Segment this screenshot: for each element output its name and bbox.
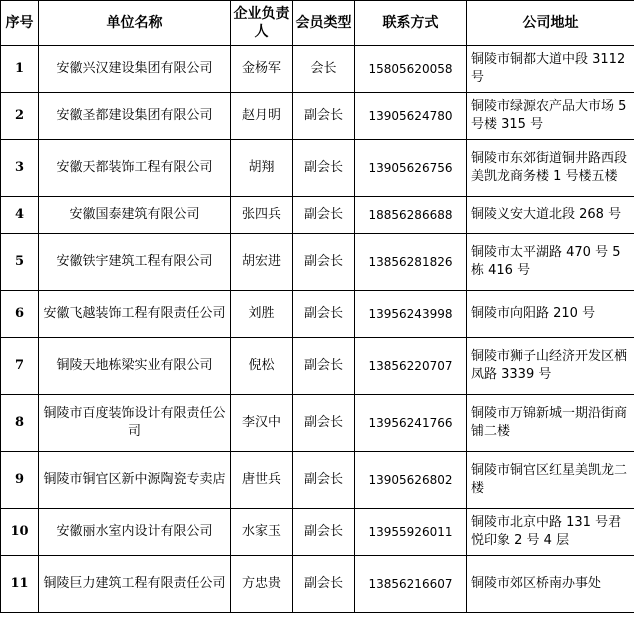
cell-member-type: 副会长 bbox=[293, 509, 355, 556]
cell-leader: 胡宏进 bbox=[231, 234, 293, 291]
cell-no: 4 bbox=[1, 197, 39, 234]
header-contact: 联系方式 bbox=[355, 1, 467, 46]
table-row bbox=[1, 234, 634, 291]
cell-leader: 水家玉 bbox=[231, 509, 293, 556]
cell-member-type: 副会长 bbox=[293, 291, 355, 338]
cell-member-type: 副会长 bbox=[293, 234, 355, 291]
cell-contact: 13856220707 bbox=[355, 338, 467, 395]
header-leader: 企业负责人 bbox=[231, 1, 293, 46]
cell-no: 5 bbox=[1, 234, 39, 291]
cell-no: 10 bbox=[1, 509, 39, 556]
cell-unit-name: 安徽丽水室内设计有限公司 bbox=[39, 509, 231, 556]
header-unit-name: 单位名称 bbox=[39, 1, 231, 46]
cell-leader: 赵月明 bbox=[231, 93, 293, 140]
table-row bbox=[1, 291, 634, 338]
cell-unit-name: 安徽兴汉建设集团有限公司 bbox=[39, 46, 231, 93]
cell-contact: 13905624780 bbox=[355, 93, 467, 140]
cell-member-type: 副会长 bbox=[293, 556, 355, 613]
cell-address: 铜陵义安大道北段 268 号 bbox=[467, 197, 634, 234]
table-row bbox=[1, 93, 634, 140]
cell-contact: 13856216607 bbox=[355, 556, 467, 613]
cell-no: 6 bbox=[1, 291, 39, 338]
cell-member-type: 会长 bbox=[293, 46, 355, 93]
table-row bbox=[1, 46, 634, 93]
table-body bbox=[1, 46, 634, 613]
cell-address: 铜陵市铜都大道中段 3112 号 bbox=[467, 46, 634, 93]
cell-unit-name: 安徽铁宇建筑工程有限公司 bbox=[39, 234, 231, 291]
cell-leader: 胡翔 bbox=[231, 140, 293, 197]
cell-leader: 金杨军 bbox=[231, 46, 293, 93]
cell-unit-name: 安徽飞越装饰工程有限责任公司 bbox=[39, 291, 231, 338]
cell-contact: 13905626756 bbox=[355, 140, 467, 197]
cell-member-type: 副会长 bbox=[293, 140, 355, 197]
cell-member-type: 副会长 bbox=[293, 338, 355, 395]
cell-unit-name: 铜陵天地栋梁实业有限公司 bbox=[39, 338, 231, 395]
table-row bbox=[1, 395, 634, 452]
cell-address: 铜陵市狮子山经济开发区栖凤路 3339 号 bbox=[467, 338, 634, 395]
cell-no: 11 bbox=[1, 556, 39, 613]
cell-no: 7 bbox=[1, 338, 39, 395]
cell-contact: 13956243998 bbox=[355, 291, 467, 338]
cell-address: 铜陵市东郊街道铜井路西段美凯龙商务楼 1 号楼五楼 bbox=[467, 140, 634, 197]
cell-unit-name: 铜陵市铜官区新中源陶瓷专卖店 bbox=[39, 452, 231, 509]
header-row bbox=[1, 1, 634, 46]
cell-contact: 13905626802 bbox=[355, 452, 467, 509]
table-row bbox=[1, 509, 634, 556]
cell-unit-name: 安徽圣都建设集团有限公司 bbox=[39, 93, 231, 140]
cell-contact: 13856281826 bbox=[355, 234, 467, 291]
cell-contact: 13956241766 bbox=[355, 395, 467, 452]
cell-contact: 18856286688 bbox=[355, 197, 467, 234]
cell-leader: 张四兵 bbox=[231, 197, 293, 234]
cell-unit-name: 安徽国泰建筑有限公司 bbox=[39, 197, 231, 234]
cell-leader: 李汉中 bbox=[231, 395, 293, 452]
cell-member-type: 副会长 bbox=[293, 93, 355, 140]
header-address: 公司地址 bbox=[467, 1, 634, 46]
cell-contact: 15805620058 bbox=[355, 46, 467, 93]
cell-unit-name: 安徽天都装饰工程有限公司 bbox=[39, 140, 231, 197]
cell-address: 铜陵市郊区桥南办事处 bbox=[467, 556, 634, 613]
cell-no: 9 bbox=[1, 452, 39, 509]
cell-address: 铜陵市太平湖路 470 号 5 栋 416 号 bbox=[467, 234, 634, 291]
cell-leader: 唐世兵 bbox=[231, 452, 293, 509]
header-no: 序号 bbox=[1, 1, 39, 46]
cell-no: 2 bbox=[1, 93, 39, 140]
cell-leader: 倪松 bbox=[231, 338, 293, 395]
header-member-type: 会员类型 bbox=[293, 1, 355, 46]
cell-no: 8 bbox=[1, 395, 39, 452]
table-row bbox=[1, 197, 634, 234]
cell-member-type: 副会长 bbox=[293, 197, 355, 234]
cell-address: 铜陵市绿源农产品大市场 5 号楼 315 号 bbox=[467, 93, 634, 140]
table-header bbox=[1, 1, 634, 46]
cell-member-type: 副会长 bbox=[293, 452, 355, 509]
cell-contact: 13955926011 bbox=[355, 509, 467, 556]
table-row bbox=[1, 338, 634, 395]
cell-leader: 方忠贵 bbox=[231, 556, 293, 613]
cell-address: 铜陵市北京中路 131 号君悦印象 2 号 4 层 bbox=[467, 509, 634, 556]
cell-no: 1 bbox=[1, 46, 39, 93]
cell-member-type: 副会长 bbox=[293, 395, 355, 452]
cell-unit-name: 铜陵巨力建筑工程有限责任公司 bbox=[39, 556, 231, 613]
cell-leader: 刘胜 bbox=[231, 291, 293, 338]
table-row bbox=[1, 556, 634, 613]
cell-unit-name: 铜陵市百度装饰设计有限责任公司 bbox=[39, 395, 231, 452]
cell-address: 铜陵市万锦新城一期沿街商铺二楼 bbox=[467, 395, 634, 452]
table-row bbox=[1, 140, 634, 197]
cell-address: 铜陵市铜官区红星美凯龙二楼 bbox=[467, 452, 634, 509]
table-row bbox=[1, 452, 634, 509]
cell-no: 3 bbox=[1, 140, 39, 197]
cell-address: 铜陵市向阳路 210 号 bbox=[467, 291, 634, 338]
